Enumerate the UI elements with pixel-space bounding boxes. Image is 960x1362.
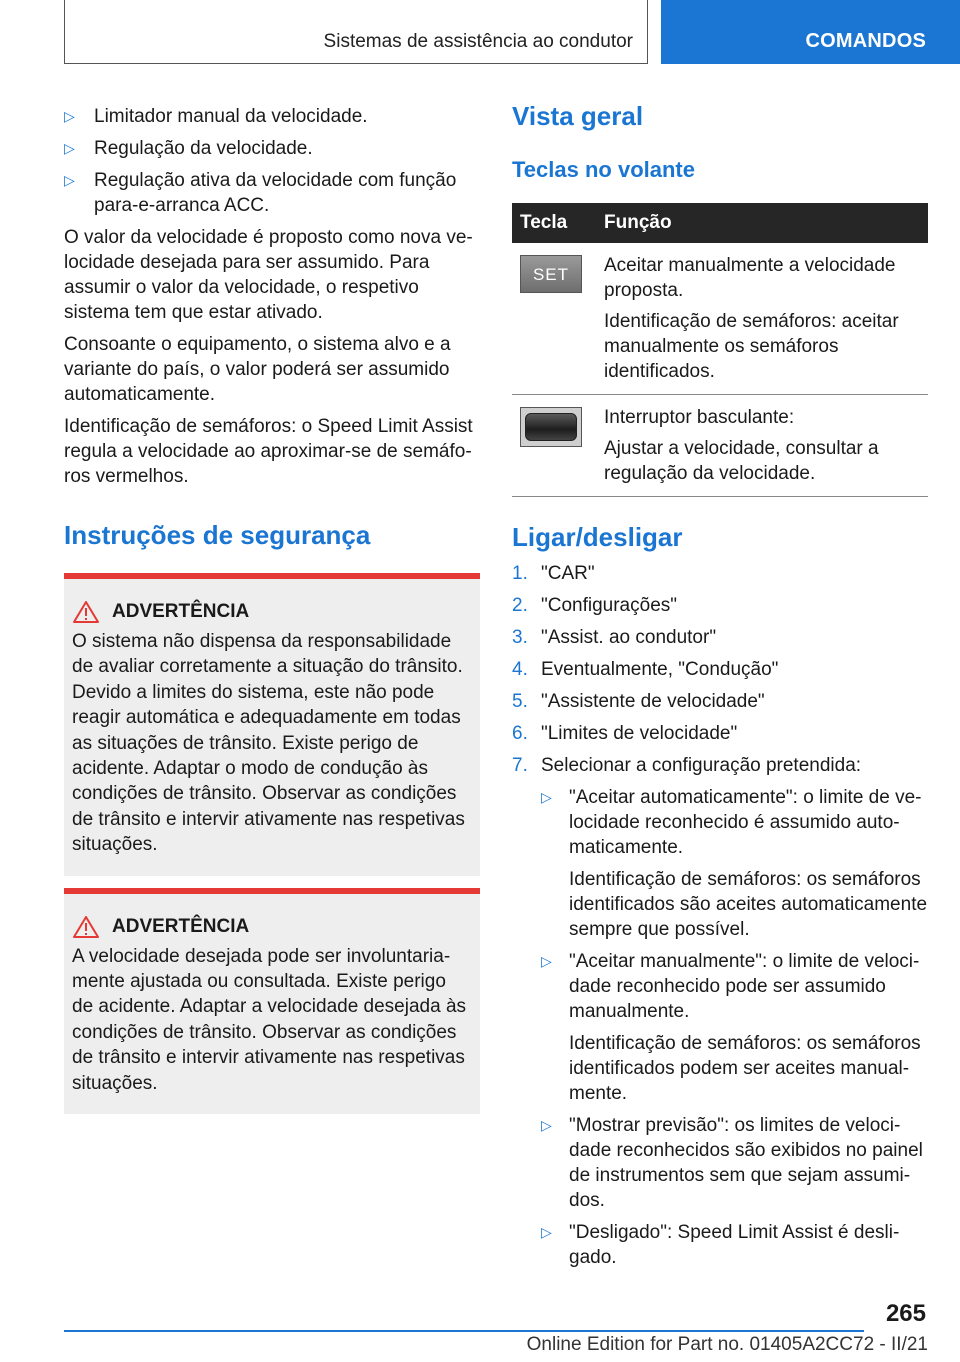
- warning-box: [64, 888, 480, 1114]
- step-number: 2.: [512, 595, 528, 616]
- warning-title: [72, 914, 472, 940]
- bullet-text: Limitador manual da velocidade.: [94, 106, 368, 127]
- step-text: "Configurações": [541, 595, 678, 616]
- list-item: [512, 593, 928, 618]
- list-item: [64, 168, 480, 218]
- triangle-right-icon: ▷: [541, 953, 552, 969]
- warning-triangle-icon: [72, 915, 100, 939]
- keys-heading: Teclas no volante: [512, 157, 695, 182]
- table-header-row: [512, 203, 928, 243]
- warning-title-text: ADVERTÊNCIA: [112, 601, 250, 622]
- step-text: Eventualmente, "Condução": [541, 659, 779, 680]
- step-number: 1.: [512, 563, 528, 584]
- warning-triangle-icon: [72, 600, 100, 624]
- option-item: [512, 1113, 928, 1213]
- key-cell: [512, 243, 596, 395]
- option-note: Identificação de semáforos: os semáforos identificados são aceites automaticamente sempre que possível.: [569, 869, 928, 940]
- onoff-heading: Ligar/desligar: [512, 522, 683, 552]
- function-text: Interruptor basculante:: [604, 407, 795, 428]
- header-chapter-tab: [661, 0, 960, 64]
- list-item: [512, 721, 928, 746]
- bullet-text: Regulação da velocidade.: [94, 138, 313, 159]
- list-item: [512, 625, 928, 650]
- list-item: [64, 136, 480, 161]
- function-cell: [596, 243, 928, 395]
- overview-heading: Vista geral: [512, 101, 644, 131]
- header-tab-label: COMANDOS: [805, 30, 926, 52]
- option-text: "Desligado": Speed Limit Assist é desligado.: [569, 1222, 900, 1268]
- function-text: Identificação de semáforos: aceitar manualmente os semáforos identificados.: [604, 311, 899, 382]
- header-section-title: Sistemas de assistência ao condutor: [323, 31, 633, 52]
- step-number: 4.: [512, 659, 528, 680]
- triangle-right-icon: ▷: [64, 140, 75, 156]
- warning-title-text: ADVERTÊNCIA: [112, 915, 250, 937]
- triangle-right-icon: ▷: [541, 1224, 552, 1240]
- paragraph: Identificação de semáforos: o Speed Limit Assist regula a velocidade ao aproximar-se de semáforos vermelhos.: [64, 416, 473, 487]
- triangle-right-icon: ▷: [64, 108, 75, 124]
- bullet-text: Regulação ativa da velocidade com função para-e-arranca ACC.: [94, 170, 457, 216]
- keys-table: [512, 203, 928, 497]
- table-row: [512, 395, 928, 497]
- option-text: "Aceitar automaticamente": o limite de velocidade reconhecido é assumido automaticamente.: [569, 787, 922, 858]
- footer-edition: Online Edition for Part no. 01405A2CC72 - II/21: [526, 1334, 928, 1355]
- rocker-switch-body: [525, 413, 577, 441]
- right-column: [512, 100, 928, 1277]
- table-header-key: Tecla: [512, 203, 596, 243]
- paragraph: Consoante o equipamento, o sistema alvo e a variante do país, o valor poderá ser assumido automaticamente.: [64, 334, 451, 405]
- step-text: "Assistente de velocidade": [541, 691, 765, 712]
- table-header-function: Função: [596, 203, 928, 243]
- rocker-switch-icon: [520, 407, 582, 447]
- option-text: "Mostrar previsão": os limites de velocidade reconhecidos são exibidos no painel de instrumentos sem que sejam assumidos.: [569, 1115, 923, 1211]
- option-item: [512, 949, 928, 1024]
- warning-title: [72, 599, 472, 625]
- function-text: Aceitar manualmente a velocidade proposta.: [604, 255, 896, 301]
- safety-heading: Instruções de segurança: [64, 520, 371, 550]
- page-number: 265: [885, 1300, 926, 1327]
- step-number: 5.: [512, 691, 528, 712]
- set-key-label: SET: [532, 264, 570, 284]
- triangle-right-icon: ▷: [541, 789, 552, 805]
- function-cell: [596, 395, 928, 497]
- left-column: [64, 104, 480, 1114]
- step-number: 7.: [512, 755, 528, 776]
- set-key-icon: [520, 255, 582, 293]
- step-text: "CAR": [541, 563, 595, 584]
- option-item: [512, 785, 928, 860]
- triangle-right-icon: ▷: [64, 172, 75, 188]
- footer-divider: [64, 1330, 864, 1332]
- table-row: [512, 243, 928, 395]
- function-text: Ajustar a velocidade, consultar a regulação da velocidade.: [604, 438, 879, 484]
- paragraph: O valor da velocidade é proposto como nova velocidade desejada para ser assumido. Para assumir o valor da velocidade, o respetivo sistema tem que estar ativado.: [64, 227, 473, 323]
- list-item: [512, 753, 928, 778]
- list-item: [512, 689, 928, 714]
- list-item: [64, 104, 480, 129]
- option-item: [512, 1220, 928, 1270]
- header-section-box: [64, 0, 648, 64]
- list-item: [512, 657, 928, 682]
- list-item: [512, 561, 928, 586]
- step-number: 3.: [512, 627, 528, 648]
- triangle-right-icon: ▷: [541, 1117, 552, 1133]
- step-text: "Limites de velocidade": [541, 723, 738, 744]
- warning-text: A velocidade desejada pode ser involuntariamente ajustada ou consultada. Existe perigo de acidente. Adaptar a velocidade desejada às condições de trânsito. Observar as condições de trânsito e intervir ativamente nas respetivas situações.: [72, 945, 467, 1094]
- step-text: "Assist. ao condutor": [541, 627, 717, 648]
- key-cell: [512, 395, 596, 497]
- step-number: 6.: [512, 723, 528, 744]
- step-text: Selecionar a configuração pretendida:: [541, 755, 862, 776]
- option-text: "Aceitar manualmente": o limite de velocidade reconhecido pode ser assumido manualmente.: [569, 951, 920, 1022]
- warning-text: O sistema não dispensa da responsabilidade de avaliar corretamente a situação do trânsito. Devido a limites do sistema, este não pode reagir automática e adequadamente em todas as situações de trânsito. Existe perigo de acidente. Adaptar o modo de condução às condições de trânsito. Observar as condições de trânsito e intervir ativamente nas respetivas situações.: [72, 631, 465, 856]
- option-note: Identificação de semáforos: os semáforos identificados podem ser aceites manualmente.: [569, 1033, 921, 1104]
- warning-box: [64, 573, 480, 876]
